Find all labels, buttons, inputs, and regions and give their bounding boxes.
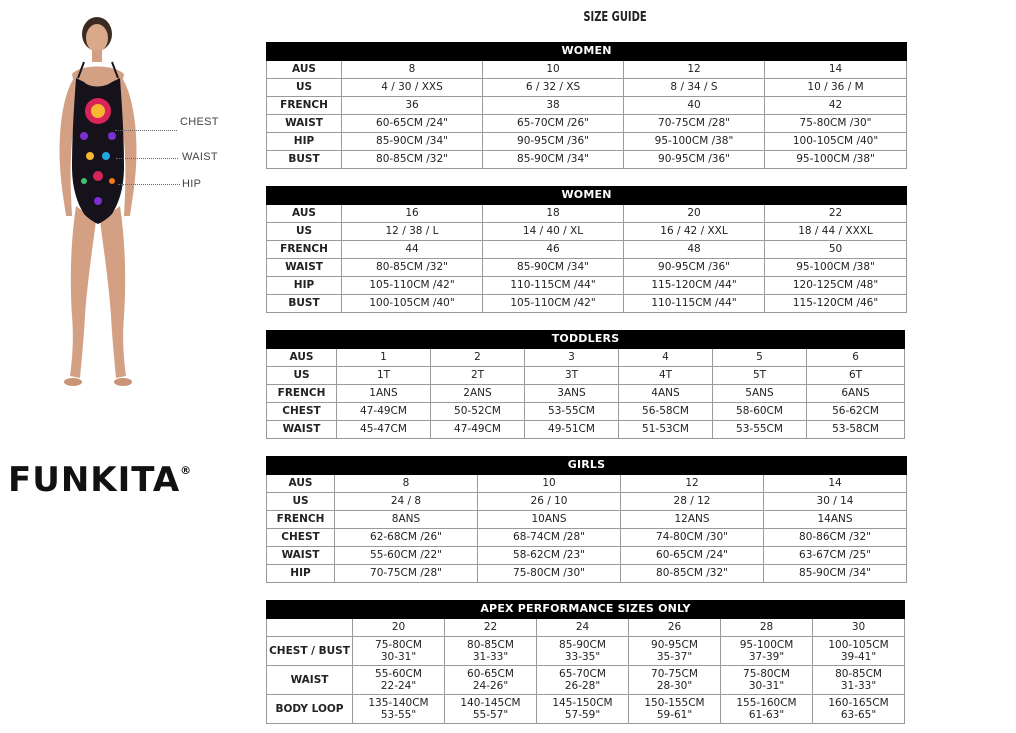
chest-pointer-line bbox=[115, 130, 177, 131]
inch-value: 28-30" bbox=[656, 680, 693, 692]
table-row bbox=[267, 277, 907, 295]
cm-value: 140-145CM bbox=[460, 696, 521, 709]
table-row bbox=[267, 385, 905, 403]
waist-pointer-line bbox=[116, 158, 178, 159]
size-cell: 5T bbox=[713, 367, 807, 385]
size-cell: 60-65CM /24" bbox=[342, 115, 483, 133]
size-cell: 8 bbox=[335, 475, 478, 493]
size-cell bbox=[721, 695, 813, 724]
size-cell: 80-85CM /32" bbox=[342, 151, 483, 169]
size-cell: 120-125CM /48" bbox=[765, 277, 907, 295]
size-cell bbox=[537, 666, 629, 695]
table-row bbox=[267, 295, 907, 313]
size-cell: 8ANS bbox=[335, 511, 478, 529]
table-row bbox=[267, 115, 907, 133]
table-row bbox=[267, 133, 907, 151]
inch-value: 53-55" bbox=[380, 709, 417, 721]
size-cell: 95-100CM /38" bbox=[624, 133, 765, 151]
size-cell: 90-95CM /36" bbox=[483, 133, 624, 151]
size-cell: 6 / 32 / XS bbox=[483, 79, 624, 97]
row-label: AUS bbox=[267, 61, 342, 79]
row-label: US bbox=[267, 493, 335, 511]
row-label: AUS bbox=[267, 349, 337, 367]
size-cell bbox=[445, 666, 537, 695]
size-cell: 26 / 10 bbox=[478, 493, 621, 511]
size-cell: 80-85CM /32" bbox=[621, 565, 764, 583]
size-cell: 85-90CM /34" bbox=[764, 565, 907, 583]
toddlers-size-table bbox=[266, 330, 905, 439]
size-cell bbox=[353, 695, 445, 724]
size-header-row bbox=[267, 619, 905, 637]
table-row bbox=[267, 475, 907, 493]
cm-value: 55-60CM bbox=[375, 667, 422, 680]
size-cell: 4ANS bbox=[619, 385, 713, 403]
size-cell: 110-115CM /44" bbox=[624, 295, 765, 313]
size-cell: 105-110CM /42" bbox=[342, 277, 483, 295]
size-cell: 14 bbox=[765, 61, 907, 79]
inch-value: 30-31" bbox=[748, 680, 785, 692]
size-cell: 85-90CM /34" bbox=[342, 133, 483, 151]
table-header: APEX PERFORMANCE SIZES ONLY bbox=[267, 601, 905, 619]
size-cell bbox=[353, 666, 445, 695]
size-cell bbox=[537, 695, 629, 724]
size-cell bbox=[353, 637, 445, 666]
size-cell: 8 / 34 / S bbox=[624, 79, 765, 97]
size-cell: 44 bbox=[342, 241, 483, 259]
size-cell: 70-75CM /28" bbox=[624, 115, 765, 133]
cm-value: 80-85CM bbox=[467, 638, 514, 651]
table-row bbox=[267, 367, 905, 385]
size-cell: 14 / 40 / XL bbox=[483, 223, 624, 241]
table-row bbox=[267, 349, 905, 367]
size-cell: 48 bbox=[624, 241, 765, 259]
row-label: FRENCH bbox=[267, 385, 337, 403]
size-cell: 45-47CM bbox=[337, 421, 431, 439]
row-label: CHEST bbox=[267, 403, 337, 421]
size-cell: 12 bbox=[621, 475, 764, 493]
size-cell: 22 bbox=[765, 205, 907, 223]
chest-label: CHEST bbox=[180, 116, 219, 128]
model-head bbox=[86, 24, 108, 52]
table-header: WOMEN bbox=[267, 43, 907, 61]
table-row bbox=[267, 97, 907, 115]
waist-label: WAIST bbox=[182, 151, 218, 163]
row-label: WAIST bbox=[267, 421, 337, 439]
size-cell: 4 bbox=[619, 349, 713, 367]
table-row bbox=[267, 493, 907, 511]
size-cell: 18 / 44 / XXXL bbox=[765, 223, 907, 241]
size-cell: 58-60CM bbox=[713, 403, 807, 421]
cm-value: 60-65CM bbox=[467, 667, 514, 680]
cm-value: 155-160CM bbox=[736, 696, 797, 709]
table-header: WOMEN bbox=[267, 187, 907, 205]
inch-value: 31-33" bbox=[472, 651, 509, 663]
funkita-logo bbox=[8, 460, 192, 500]
size-number-cell: 24 bbox=[537, 619, 629, 637]
model-right-leg bbox=[100, 206, 126, 378]
size-cell: 3T bbox=[525, 367, 619, 385]
size-cell: 16 / 42 / XXL bbox=[624, 223, 765, 241]
size-cell: 8 bbox=[342, 61, 483, 79]
size-cell: 6 bbox=[807, 349, 905, 367]
size-cell: 28 / 12 bbox=[621, 493, 764, 511]
size-number-cell: 30 bbox=[813, 619, 905, 637]
size-cell: 50 bbox=[765, 241, 907, 259]
row-label: US bbox=[267, 223, 342, 241]
row-label: WAIST bbox=[267, 259, 342, 277]
cm-value: 145-150CM bbox=[552, 696, 613, 709]
inch-value: 39-41" bbox=[840, 651, 877, 663]
size-cell: 53-55CM bbox=[713, 421, 807, 439]
inch-value: 55-57" bbox=[472, 709, 509, 721]
size-cell: 30 / 14 bbox=[764, 493, 907, 511]
size-cell: 10ANS bbox=[478, 511, 621, 529]
size-cell: 5ANS bbox=[713, 385, 807, 403]
table-row bbox=[267, 565, 907, 583]
table-row bbox=[267, 666, 905, 695]
cm-value: 80-85CM bbox=[835, 667, 882, 680]
size-cell: 53-55CM bbox=[525, 403, 619, 421]
size-cell: 95-100CM /38" bbox=[765, 259, 907, 277]
cm-value: 150-155CM bbox=[644, 696, 705, 709]
size-cell bbox=[537, 637, 629, 666]
size-cell: 16 bbox=[342, 205, 483, 223]
size-cell: 6ANS bbox=[807, 385, 905, 403]
brand-name: FUNKITA bbox=[8, 460, 181, 500]
size-cell: 60-65CM /24" bbox=[621, 547, 764, 565]
size-cell bbox=[445, 695, 537, 724]
size-cell: 65-70CM /26" bbox=[483, 115, 624, 133]
row-label: CHEST bbox=[267, 529, 335, 547]
row-label: HIP bbox=[267, 277, 342, 295]
table-row bbox=[267, 547, 907, 565]
cm-value: 65-70CM bbox=[559, 667, 606, 680]
row-label: BUST bbox=[267, 295, 342, 313]
cm-value: 85-90CM bbox=[559, 638, 606, 651]
size-cell: 47-49CM bbox=[337, 403, 431, 421]
size-number-cell: 20 bbox=[353, 619, 445, 637]
inch-value: 63-65" bbox=[840, 709, 877, 721]
women-size-table-1 bbox=[266, 42, 907, 169]
row-label: HIP bbox=[267, 565, 335, 583]
size-cell bbox=[629, 695, 721, 724]
size-cell: 5 bbox=[713, 349, 807, 367]
size-cell bbox=[629, 666, 721, 695]
row-label: US bbox=[267, 367, 337, 385]
row-label: US bbox=[267, 79, 342, 97]
size-cell: 14 bbox=[764, 475, 907, 493]
size-cell: 12 bbox=[624, 61, 765, 79]
apex-size-table bbox=[266, 600, 905, 724]
size-cell bbox=[721, 666, 813, 695]
inch-value: 30-31" bbox=[380, 651, 417, 663]
model-figure bbox=[40, 16, 170, 392]
size-cell: 100-105CM /40" bbox=[765, 133, 907, 151]
size-cell bbox=[629, 637, 721, 666]
size-cell: 55-60CM /22" bbox=[335, 547, 478, 565]
size-cell: 2 bbox=[431, 349, 525, 367]
cm-value: 75-80CM bbox=[743, 667, 790, 680]
cm-value: 135-140CM bbox=[368, 696, 429, 709]
size-cell: 47-49CM bbox=[431, 421, 525, 439]
size-cell: 75-80CM /30" bbox=[478, 565, 621, 583]
size-cell: 56-58CM bbox=[619, 403, 713, 421]
size-cell: 2T bbox=[431, 367, 525, 385]
size-cell: 68-74CM /28" bbox=[478, 529, 621, 547]
size-cell: 4 / 30 / XXS bbox=[342, 79, 483, 97]
inch-value: 31-33" bbox=[840, 680, 877, 692]
size-cell: 49-51CM bbox=[525, 421, 619, 439]
inch-value: 57-59" bbox=[564, 709, 601, 721]
size-cell: 18 bbox=[483, 205, 624, 223]
size-cell: 80-86CM /32" bbox=[764, 529, 907, 547]
inch-value: 26-28" bbox=[564, 680, 601, 692]
table-header: GIRLS bbox=[267, 457, 907, 475]
hip-label: HIP bbox=[182, 178, 202, 190]
size-cell: 56-62CM bbox=[807, 403, 905, 421]
table-row bbox=[267, 241, 907, 259]
size-cell: 115-120CM /46" bbox=[765, 295, 907, 313]
row-label: BUST bbox=[267, 151, 342, 169]
empty-corner-cell bbox=[267, 619, 353, 637]
inch-value: 59-61" bbox=[656, 709, 693, 721]
size-cell: 105-110CM /42" bbox=[483, 295, 624, 313]
row-label: AUS bbox=[267, 205, 342, 223]
size-cell: 1 bbox=[337, 349, 431, 367]
table-row bbox=[267, 223, 907, 241]
inch-value: 33-35" bbox=[564, 651, 601, 663]
table-header: TODDLERS bbox=[267, 331, 905, 349]
table-row bbox=[267, 511, 907, 529]
size-cell: 10 bbox=[483, 61, 624, 79]
row-label: FRENCH bbox=[267, 241, 342, 259]
size-cell: 110-115CM /44" bbox=[483, 277, 624, 295]
size-cell: 12ANS bbox=[621, 511, 764, 529]
size-guide-title: SIZE GUIDE bbox=[583, 10, 647, 25]
size-cell: 1ANS bbox=[337, 385, 431, 403]
size-number-cell: 28 bbox=[721, 619, 813, 637]
size-cell: 90-95CM /36" bbox=[624, 259, 765, 277]
size-cell bbox=[813, 637, 905, 666]
table-row bbox=[267, 151, 907, 169]
model-left-foot bbox=[64, 378, 82, 386]
row-label: BODY LOOP bbox=[267, 695, 353, 724]
cm-value: 70-75CM bbox=[651, 667, 698, 680]
size-cell bbox=[813, 666, 905, 695]
size-cell: 2ANS bbox=[431, 385, 525, 403]
size-cell: 74-80CM /30" bbox=[621, 529, 764, 547]
size-cell: 75-80CM /30" bbox=[765, 115, 907, 133]
row-label: HIP bbox=[267, 133, 342, 151]
size-cell: 95-100CM /38" bbox=[765, 151, 907, 169]
size-cell: 50-52CM bbox=[431, 403, 525, 421]
table-row bbox=[267, 695, 905, 724]
registered-mark: ® bbox=[180, 464, 193, 477]
size-cell: 10 bbox=[478, 475, 621, 493]
model-left-leg bbox=[70, 206, 96, 378]
size-cell: 53-58CM bbox=[807, 421, 905, 439]
table-row bbox=[267, 61, 907, 79]
size-cell: 42 bbox=[765, 97, 907, 115]
size-cell: 100-105CM /40" bbox=[342, 295, 483, 313]
table-row bbox=[267, 421, 905, 439]
size-cell: 70-75CM /28" bbox=[335, 565, 478, 583]
size-number-cell: 22 bbox=[445, 619, 537, 637]
table-row bbox=[267, 637, 905, 666]
size-cell: 20 bbox=[624, 205, 765, 223]
row-label: FRENCH bbox=[267, 511, 335, 529]
size-cell: 90-95CM /36" bbox=[624, 151, 765, 169]
row-label: WAIST bbox=[267, 547, 335, 565]
table-row bbox=[267, 205, 907, 223]
size-cell: 14ANS bbox=[764, 511, 907, 529]
size-cell: 51-53CM bbox=[619, 421, 713, 439]
girls-size-table bbox=[266, 456, 907, 583]
size-cell: 10 / 36 / M bbox=[765, 79, 907, 97]
size-cell: 3ANS bbox=[525, 385, 619, 403]
row-label: CHEST / BUST bbox=[267, 637, 353, 666]
size-cell: 63-67CM /25" bbox=[764, 547, 907, 565]
size-cell: 85-90CM /34" bbox=[483, 259, 624, 277]
size-number-cell: 26 bbox=[629, 619, 721, 637]
cm-value: 160-165CM bbox=[828, 696, 889, 709]
size-cell: 6T bbox=[807, 367, 905, 385]
table-row bbox=[267, 403, 905, 421]
size-cell bbox=[813, 695, 905, 724]
size-cell: 115-120CM /44" bbox=[624, 277, 765, 295]
size-cell: 1T bbox=[337, 367, 431, 385]
size-cell: 3 bbox=[525, 349, 619, 367]
size-cell: 85-90CM /34" bbox=[483, 151, 624, 169]
row-label: AUS bbox=[267, 475, 335, 493]
size-cell: 62-68CM /26" bbox=[335, 529, 478, 547]
row-label: WAIST bbox=[267, 115, 342, 133]
size-cell: 58-62CM /23" bbox=[478, 547, 621, 565]
cm-value: 90-95CM bbox=[651, 638, 698, 651]
cm-value: 75-80CM bbox=[375, 638, 422, 651]
table-row bbox=[267, 529, 907, 547]
hip-pointer-line bbox=[118, 184, 180, 185]
size-cell bbox=[445, 637, 537, 666]
size-cell: 40 bbox=[624, 97, 765, 115]
size-cell: 80-85CM /32" bbox=[342, 259, 483, 277]
row-label: WAIST bbox=[267, 666, 353, 695]
size-cell: 24 / 8 bbox=[335, 493, 478, 511]
inch-value: 24-26" bbox=[472, 680, 509, 692]
row-label: FRENCH bbox=[267, 97, 342, 115]
table-row bbox=[267, 259, 907, 277]
size-cell bbox=[721, 637, 813, 666]
size-cell: 46 bbox=[483, 241, 624, 259]
cm-value: 95-100CM bbox=[739, 638, 794, 651]
model-neck bbox=[92, 50, 102, 62]
size-cell: 4T bbox=[619, 367, 713, 385]
table-row bbox=[267, 79, 907, 97]
size-cell: 38 bbox=[483, 97, 624, 115]
size-cell: 36 bbox=[342, 97, 483, 115]
women-size-table-2 bbox=[266, 186, 907, 313]
model-right-foot bbox=[114, 378, 132, 386]
inch-value: 22-24" bbox=[380, 680, 417, 692]
size-cell: 12 / 38 / L bbox=[342, 223, 483, 241]
inch-value: 61-63" bbox=[748, 709, 785, 721]
inch-value: 37-39" bbox=[748, 651, 785, 663]
inch-value: 35-37" bbox=[656, 651, 693, 663]
cm-value: 100-105CM bbox=[828, 638, 889, 651]
